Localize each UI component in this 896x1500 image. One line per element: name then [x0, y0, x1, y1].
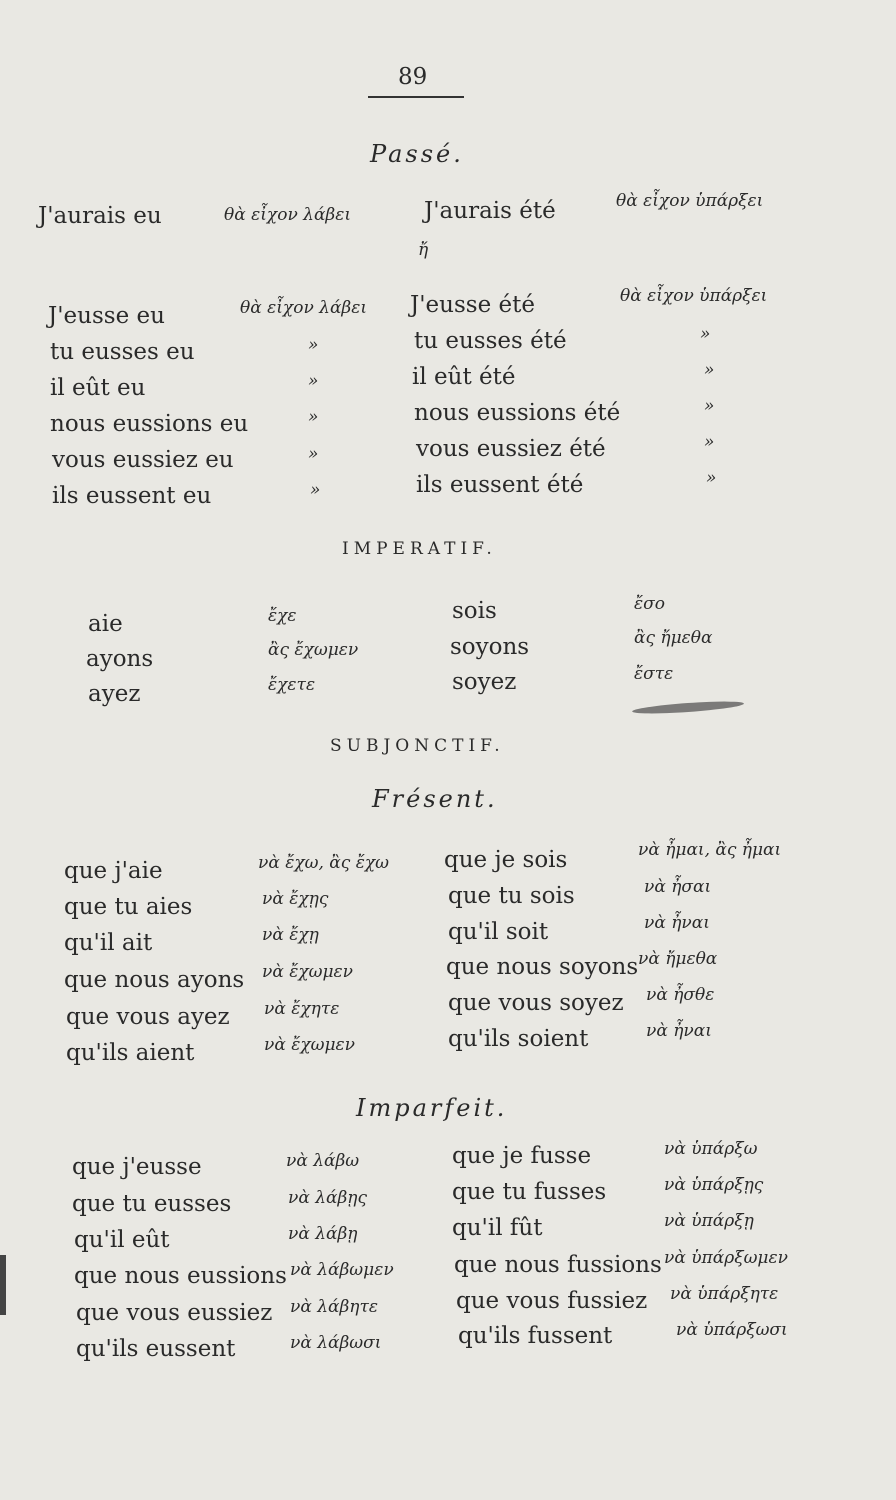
passe-fr2-5: ils eussent été: [416, 472, 584, 498]
present-fr2-3: que nous soyons: [446, 954, 639, 980]
conditional-right-gr: θὰ εἶχον ὑπάρξει: [616, 191, 764, 211]
passe-gr2-2: »: [704, 360, 715, 380]
imparfait-gr2-0: νὰ ὑπάρξω: [664, 1139, 758, 1159]
page-number: 89: [398, 64, 428, 90]
imparfait-gr1-5: νὰ λάβωσι: [290, 1333, 382, 1353]
ink-smudge: [632, 699, 744, 716]
subsection-title-imparfait: Imparfeit.: [356, 1094, 508, 1122]
passe-fr2-4: vous eussiez été: [416, 436, 606, 462]
passe-gr2-0: θὰ εἶχον ὑπάρξει: [620, 286, 768, 306]
present-fr1-4: que vous ayez: [66, 1004, 230, 1030]
imparfait-fr1-2: qu'il eût: [74, 1227, 170, 1253]
imperatif-fr1-0: aie: [88, 611, 123, 637]
passe-fr1-3: nous eussions eu: [50, 411, 249, 437]
imperatif-fr2-0: sois: [452, 598, 497, 624]
present-gr2-1: νὰ ἦσαι: [644, 877, 712, 897]
imparfait-fr2-0: que je fusse: [452, 1143, 592, 1169]
present-fr2-4: que vous soyez: [448, 990, 624, 1016]
section-title-passe: Passé.: [370, 140, 464, 168]
imperatif-gr2-0: ἔσο: [634, 594, 665, 614]
imperatif-gr1-0: ἔχε: [268, 606, 297, 626]
passe-gr1-5: »: [310, 480, 321, 500]
passe-fr1-0: J'eusse eu: [48, 303, 165, 329]
subsection-title-present: Frésent.: [372, 785, 498, 813]
imperatif-fr1-2: ayez: [88, 681, 141, 707]
imparfait-fr2-5: qu'ils fussent: [458, 1323, 613, 1349]
passe-fr1-1: tu eusses eu: [50, 339, 195, 365]
imperatif-gr1-1: ἂς ἔχωμεν: [268, 640, 359, 660]
present-gr1-1: νὰ ἔχῃς: [262, 889, 329, 909]
imparfait-fr1-1: que tu eusses: [72, 1191, 232, 1217]
passe-gr1-2: »: [308, 371, 319, 391]
present-fr1-1: que tu aies: [64, 894, 193, 920]
present-fr2-0: que je sois: [444, 847, 568, 873]
present-gr1-3: νὰ ἔχωμεν: [262, 962, 354, 982]
binding-edge: [0, 1255, 6, 1315]
passe-gr2-3: »: [704, 396, 715, 416]
passe-fr1-2: il eût eu: [50, 375, 146, 401]
present-gr2-2: νὰ ἦναι: [644, 913, 710, 933]
imparfait-fr1-4: que vous eussiez: [76, 1300, 273, 1326]
passe-fr2-3: nous eussions été: [414, 400, 621, 426]
present-gr1-4: νὰ ἔχητε: [264, 999, 340, 1019]
present-gr2-5: νὰ ἦναι: [646, 1021, 712, 1041]
passe-gr1-0: θὰ εἶχον λάβει: [240, 298, 368, 318]
present-fr1-3: que nous ayons: [64, 967, 245, 993]
present-fr2-2: qu'il soit: [448, 919, 549, 945]
present-gr1-0: νὰ ἔχω, ἂς ἔχω: [258, 853, 390, 873]
imperatif-gr2-2: ἔστε: [634, 664, 674, 684]
passe-fr2-1: tu eusses été: [414, 328, 567, 354]
present-fr2-1: que tu sois: [448, 883, 575, 909]
present-gr1-2: νὰ ἔχῃ: [262, 925, 319, 945]
passe-fr2-0: J'eusse été: [410, 292, 535, 318]
passe-fr1-5: ils eussent eu: [52, 483, 212, 509]
present-fr1-0: que j'aie: [64, 858, 163, 884]
passe-fr1-4: vous eussiez eu: [52, 447, 234, 473]
imparfait-gr1-4: νὰ λάβητε: [290, 1297, 379, 1317]
conditional-right-fr: J'aurais été: [424, 198, 556, 224]
imperatif-gr1-2: ἔχετε: [268, 675, 316, 695]
imparfait-fr1-3: que nous eussions: [74, 1263, 287, 1289]
conditional-left-gr: θὰ εἶχον λάβει: [224, 205, 352, 225]
present-fr2-5: qu'ils soient: [448, 1026, 589, 1052]
present-gr1-5: νὰ ἔχωμεν: [264, 1035, 356, 1055]
present-gr2-3: νὰ ἤμεθα: [638, 949, 718, 969]
imparfait-gr1-1: νὰ λάβῃς: [288, 1188, 368, 1208]
imparfait-fr1-0: que j'eusse: [72, 1154, 202, 1180]
passe-gr2-5: »: [706, 468, 717, 488]
imparfait-fr2-3: que nous fussions: [454, 1252, 662, 1278]
present-fr1-5: qu'ils aient: [66, 1040, 195, 1066]
imperatif-fr1-1: ayons: [86, 646, 154, 672]
imparfait-gr2-4: νὰ ὑπάρξητε: [670, 1284, 779, 1304]
passe-gr1-4: »: [308, 444, 319, 464]
imparfait-gr1-2: νὰ λάβῃ: [288, 1224, 358, 1244]
imparfait-gr1-3: νὰ λάβωμεν: [290, 1260, 394, 1280]
passe-gr2-4: »: [704, 432, 715, 452]
present-gr2-0: νὰ ἦμαι, ἂς ἦμαι: [638, 840, 782, 860]
imparfait-fr1-5: qu'ils eussent: [76, 1336, 236, 1362]
imparfait-gr2-5: νὰ ὑπάρξωσι: [676, 1320, 788, 1340]
imparfait-gr2-3: νὰ ὑπάρξωμεν: [664, 1248, 788, 1268]
passe-gr2-1: »: [700, 324, 711, 344]
imparfait-fr2-4: que vous fussiez: [456, 1288, 648, 1314]
imparfait-gr2-1: νὰ ὑπάρξῃς: [664, 1175, 764, 1195]
passe-gr1-3: »: [308, 407, 319, 427]
conditional-left-fr: J'aurais eu: [38, 203, 162, 229]
imparfait-gr2-2: νὰ ὑπάρξῃ: [664, 1211, 754, 1231]
passe-gr1-1: »: [308, 335, 319, 355]
section-title-subjonctif: SUBJONCTIF.: [330, 736, 505, 756]
present-gr2-4: νὰ ἦσθε: [646, 985, 715, 1005]
imperatif-gr2-1: ἂς ἤμεθα: [634, 628, 713, 648]
section-title-imperatif: IMPERATIF.: [342, 539, 497, 559]
imperatif-fr2-2: soyez: [452, 669, 517, 695]
present-fr1-2: qu'il ait: [64, 930, 153, 956]
header-rule: [368, 96, 464, 98]
imparfait-gr1-0: νὰ λάβω: [286, 1151, 360, 1171]
imperatif-fr2-1: soyons: [450, 634, 530, 660]
or-conjunction: ἤ: [418, 240, 429, 260]
imparfait-fr2-2: qu'il fût: [452, 1215, 543, 1241]
imparfait-fr2-1: que tu fusses: [452, 1179, 607, 1205]
passe-fr2-2: il eût été: [412, 364, 516, 390]
